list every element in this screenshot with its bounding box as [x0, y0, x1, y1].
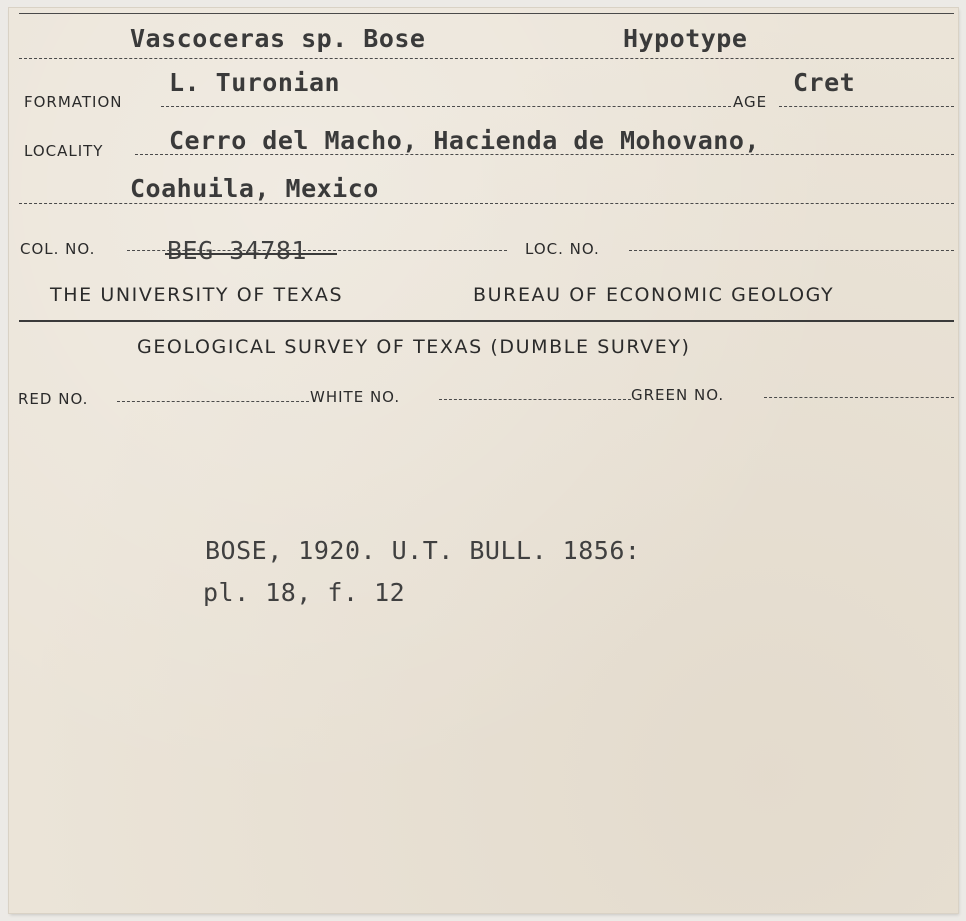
- red-no-line: [117, 401, 309, 402]
- locality-label: LOCALITY: [24, 142, 104, 160]
- white-no-label: WHITE NO.: [310, 388, 401, 406]
- formation-line: [161, 106, 731, 107]
- formation-label: FORMATION: [24, 93, 123, 111]
- col-no-strikethrough: [165, 253, 337, 255]
- col-no-label: COL. NO.: [20, 240, 96, 258]
- institution-university: THE UNIVERSITY OF TEXAS: [50, 284, 344, 306]
- white-no-line: [439, 399, 631, 400]
- age-label: AGE: [733, 93, 768, 111]
- institution-rule: [19, 320, 954, 322]
- reference-line-1: BOSE, 1920. U.T. BULL. 1856:: [205, 536, 641, 565]
- institution-bureau: BUREAU OF ECONOMIC GEOLOGY: [473, 284, 835, 306]
- red-no-label: RED NO.: [18, 390, 89, 408]
- taxon-line: [19, 58, 954, 59]
- type-status: Hypotype: [623, 24, 748, 53]
- loc-no-label: LOC. NO.: [525, 240, 600, 258]
- formation-value: L. Turonian: [169, 68, 341, 97]
- taxon-name: Vascoceras sp. Bose: [130, 24, 426, 53]
- col-no-line: [127, 250, 507, 251]
- locality-line-1: Cerro del Macho, Hacienda de Mohovano,: [169, 126, 760, 155]
- locality-line-2: Coahuila, Mexico: [130, 174, 379, 203]
- specimen-label-card: [9, 8, 958, 913]
- locality-rule-1: [135, 154, 954, 155]
- green-no-line: [764, 397, 954, 398]
- age-value: Cret: [793, 68, 856, 97]
- age-line: [779, 106, 954, 107]
- geological-survey-title: GEOLOGICAL SURVEY OF TEXAS (DUMBLE SURVEY): [137, 336, 691, 358]
- reference-line-2: pl. 18, f. 12: [203, 578, 406, 607]
- locality-rule-2: [19, 203, 954, 204]
- col-no-value: BEG 34781: [167, 236, 307, 265]
- top-rule: [19, 13, 954, 14]
- green-no-label: GREEN NO.: [631, 386, 725, 404]
- loc-no-line: [629, 250, 954, 251]
